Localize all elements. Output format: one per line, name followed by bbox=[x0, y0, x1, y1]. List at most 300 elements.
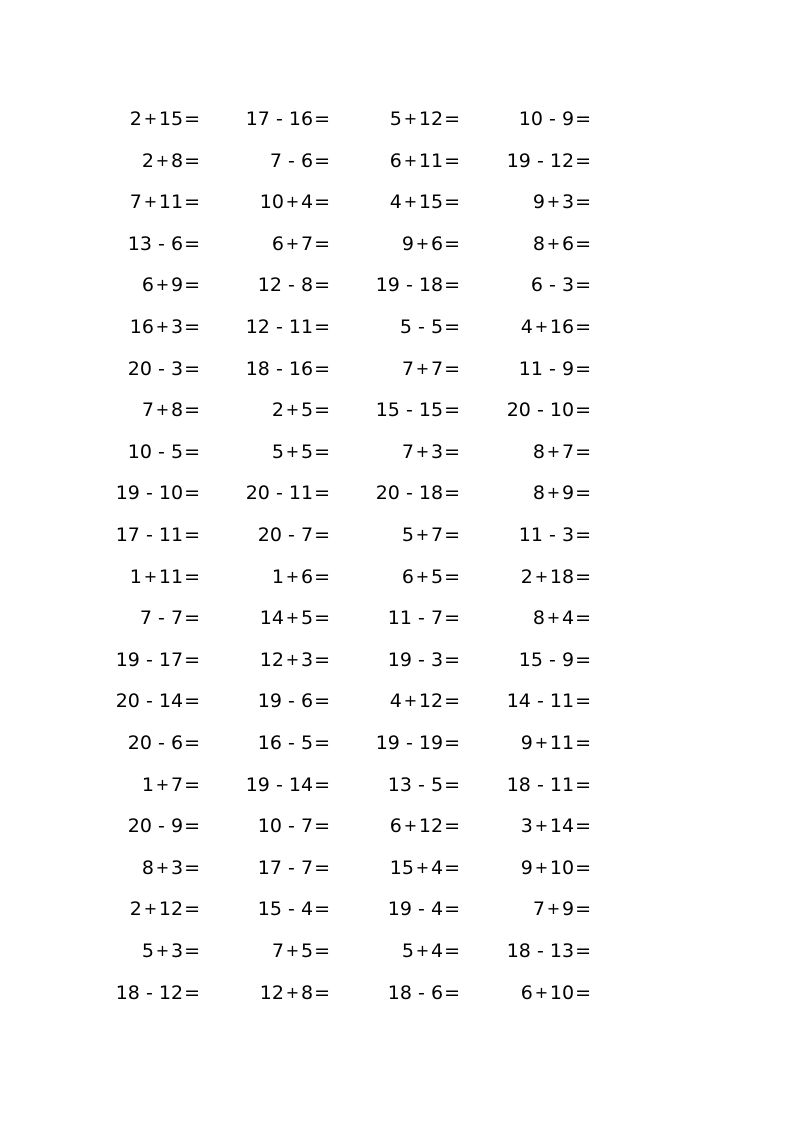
equals-sign: = bbox=[314, 274, 330, 297]
operand-a: 8 bbox=[532, 482, 545, 505]
plus-sign: + bbox=[546, 483, 561, 503]
operand-b: 3 bbox=[561, 191, 575, 214]
operand-b: 3 bbox=[430, 648, 444, 671]
problem-c3-r17 bbox=[388, 773, 460, 797]
plus-sign: + bbox=[546, 192, 561, 212]
minus-sign: - bbox=[418, 898, 425, 921]
equals-sign: = bbox=[314, 565, 330, 588]
problem-c2-r11 bbox=[258, 523, 330, 547]
operand-b: 11 bbox=[549, 690, 575, 713]
operand-b: 7 bbox=[430, 524, 444, 546]
operand-a: 2 bbox=[129, 898, 142, 921]
equals-sign: = bbox=[314, 815, 330, 838]
operand-a: 9 bbox=[401, 232, 414, 255]
operand-b: 14 bbox=[288, 773, 314, 796]
operand-b: 6 bbox=[300, 565, 314, 588]
plus-sign: + bbox=[155, 150, 170, 170]
operand-a: 20 bbox=[506, 399, 531, 422]
minus-sign: - bbox=[288, 815, 295, 838]
plus-sign: + bbox=[415, 525, 430, 544]
operand-b: 15 bbox=[418, 399, 444, 422]
problem-c3-r9 bbox=[402, 440, 460, 464]
problem-c2-r18 bbox=[258, 814, 330, 838]
problem-c4-r21 bbox=[507, 939, 591, 963]
operand-b: 3 bbox=[170, 940, 184, 962]
operand-a: 11 bbox=[518, 524, 543, 546]
operand-b: 7 bbox=[300, 815, 314, 838]
operand-b: 17 bbox=[158, 648, 184, 671]
equals-sign: = bbox=[444, 940, 460, 962]
minus-sign: - bbox=[288, 732, 295, 754]
equals-sign: = bbox=[575, 440, 591, 463]
equals-sign: = bbox=[575, 773, 591, 796]
plus-sign: + bbox=[534, 733, 549, 752]
operand-a: 20 bbox=[127, 732, 152, 754]
operand-a: 20 bbox=[375, 482, 400, 505]
operand-a: 5 bbox=[389, 108, 402, 130]
plus-sign: + bbox=[143, 192, 158, 212]
operand-b: 7 bbox=[430, 357, 444, 380]
minus-sign: - bbox=[405, 274, 413, 297]
plus-sign: + bbox=[155, 275, 170, 295]
plus-sign: + bbox=[155, 774, 170, 794]
operand-b: 18 bbox=[418, 274, 444, 297]
plus-sign: + bbox=[285, 941, 300, 960]
operand-b: 5 bbox=[300, 940, 314, 962]
plus-sign: + bbox=[415, 566, 430, 586]
operand-a: 12 bbox=[259, 648, 284, 671]
problem-c1-r22 bbox=[116, 981, 200, 1005]
problem-c2-r12 bbox=[272, 565, 330, 589]
problem-c3-r11 bbox=[402, 523, 460, 547]
operand-a: 6 bbox=[530, 274, 543, 297]
problem-c3-r2 bbox=[390, 149, 460, 173]
problem-c3-r14 bbox=[388, 648, 460, 672]
equals-sign: = bbox=[575, 940, 591, 962]
equals-sign: = bbox=[444, 316, 460, 338]
operand-a: 13 bbox=[387, 773, 412, 796]
problem-c1-r14 bbox=[116, 648, 200, 672]
problem-c4-r15 bbox=[507, 689, 591, 713]
problem-c1-r9 bbox=[128, 440, 200, 464]
operand-a: 7 bbox=[271, 940, 284, 962]
operand-b: 7 bbox=[170, 607, 184, 630]
minus-sign: - bbox=[405, 399, 413, 422]
problem-c3-r10 bbox=[376, 481, 460, 505]
equals-sign: = bbox=[314, 607, 330, 630]
minus-sign: - bbox=[158, 440, 165, 463]
equals-sign: = bbox=[314, 232, 330, 255]
minus-sign: - bbox=[288, 856, 295, 879]
operand-b: 10 bbox=[549, 981, 575, 1004]
plus-sign: + bbox=[415, 857, 430, 877]
equals-sign: = bbox=[575, 108, 591, 130]
operand-b: 19 bbox=[418, 732, 444, 754]
equals-sign: = bbox=[444, 399, 460, 422]
problem-c4-r20 bbox=[533, 897, 591, 921]
equals-sign: = bbox=[314, 316, 330, 338]
equals-sign: = bbox=[184, 690, 200, 713]
equals-sign: = bbox=[184, 648, 200, 671]
operand-a: 10 bbox=[259, 191, 284, 214]
operand-b: 18 bbox=[549, 565, 575, 588]
operand-a: 1 bbox=[129, 565, 142, 588]
equals-sign: = bbox=[314, 898, 330, 921]
equals-sign: = bbox=[184, 399, 200, 422]
minus-sign: - bbox=[288, 898, 295, 921]
problem-c4-r5 bbox=[531, 273, 591, 297]
equals-sign: = bbox=[184, 773, 200, 796]
plus-sign: + bbox=[285, 192, 300, 212]
operand-a: 11 bbox=[518, 357, 543, 380]
equals-sign: = bbox=[184, 232, 200, 255]
equals-sign: = bbox=[184, 108, 200, 130]
operand-b: 11 bbox=[288, 482, 314, 505]
problem-c1-r12 bbox=[130, 565, 200, 589]
plus-sign: + bbox=[415, 358, 430, 378]
equals-sign: = bbox=[575, 149, 591, 172]
equals-sign: = bbox=[575, 607, 591, 630]
equals-sign: = bbox=[444, 565, 460, 588]
problem-c1-r5 bbox=[142, 273, 200, 297]
operand-a: 15 bbox=[257, 898, 282, 921]
problem-c3-r12 bbox=[402, 565, 460, 589]
operand-a: 19 bbox=[506, 149, 531, 172]
problem-c2-r10 bbox=[246, 481, 330, 505]
problem-c3-r5 bbox=[376, 273, 460, 297]
operand-a: 19 bbox=[375, 274, 400, 297]
minus-sign: - bbox=[275, 773, 283, 796]
operand-b: 15 bbox=[158, 108, 184, 130]
problem-c3-r15 bbox=[390, 689, 460, 713]
equals-sign: = bbox=[184, 357, 200, 380]
operand-b: 4 bbox=[300, 191, 314, 214]
equals-sign: = bbox=[444, 357, 460, 380]
minus-sign: - bbox=[145, 524, 153, 546]
minus-sign: - bbox=[536, 940, 544, 962]
equals-sign: = bbox=[184, 191, 200, 214]
problem-c2-r9 bbox=[272, 440, 330, 464]
operand-b: 9 bbox=[170, 274, 184, 297]
equals-sign: = bbox=[444, 898, 460, 921]
minus-sign: - bbox=[158, 232, 165, 255]
problem-c4-r14 bbox=[519, 648, 591, 672]
operand-b: 8 bbox=[170, 149, 184, 172]
equals-sign: = bbox=[314, 357, 330, 380]
plus-sign: + bbox=[534, 317, 549, 336]
problem-c2-r21 bbox=[272, 939, 330, 963]
operand-a: 8 bbox=[532, 232, 545, 255]
problem-c3-r7 bbox=[402, 357, 460, 381]
equals-sign: = bbox=[444, 981, 460, 1004]
problem-c4-r17 bbox=[507, 773, 591, 797]
operand-b: 7 bbox=[561, 440, 575, 463]
problem-c3-r1 bbox=[390, 107, 460, 131]
operand-b: 12 bbox=[418, 108, 444, 130]
operand-b: 8 bbox=[300, 981, 314, 1004]
minus-sign: - bbox=[145, 482, 153, 505]
plus-sign: + bbox=[155, 857, 170, 877]
operand-a: 1 bbox=[141, 773, 154, 796]
problem-c1-r13 bbox=[140, 606, 200, 630]
minus-sign: - bbox=[418, 607, 425, 630]
operand-a: 3 bbox=[520, 815, 533, 838]
problem-c2-r8 bbox=[272, 398, 330, 422]
operand-b: 10 bbox=[158, 482, 184, 505]
equals-sign: = bbox=[444, 482, 460, 505]
problem-c3-r13 bbox=[388, 606, 460, 630]
plus-sign: + bbox=[403, 192, 418, 212]
operand-b: 4 bbox=[561, 607, 575, 630]
operand-b: 10 bbox=[549, 399, 575, 422]
plus-sign: + bbox=[546, 233, 561, 253]
operand-b: 16 bbox=[549, 316, 575, 338]
operand-a: 4 bbox=[389, 191, 402, 214]
problem-c1-r15 bbox=[116, 689, 200, 713]
minus-sign: - bbox=[158, 357, 165, 380]
problem-c4-r13 bbox=[533, 606, 591, 630]
problem-c1-r18 bbox=[128, 814, 200, 838]
problem-c2-r16 bbox=[258, 731, 330, 755]
problem-c4-r16 bbox=[521, 731, 591, 755]
operand-b: 8 bbox=[170, 399, 184, 422]
operand-b: 3 bbox=[170, 316, 184, 338]
operand-a: 6 bbox=[389, 149, 402, 172]
operand-b: 9 bbox=[561, 648, 575, 671]
operand-a: 2 bbox=[129, 108, 142, 130]
equals-sign: = bbox=[184, 316, 200, 338]
operand-a: 19 bbox=[115, 648, 140, 671]
plus-sign: + bbox=[285, 400, 300, 420]
operand-a: 6 bbox=[401, 565, 414, 588]
operand-a: 19 bbox=[387, 898, 412, 921]
problem-c4-r3 bbox=[533, 190, 591, 214]
operand-a: 15 bbox=[375, 399, 400, 422]
plus-sign: + bbox=[403, 816, 418, 836]
operand-a: 16 bbox=[129, 316, 154, 338]
operand-b: 6 bbox=[430, 232, 444, 255]
problem-c1-r8 bbox=[142, 398, 200, 422]
operand-a: 4 bbox=[389, 690, 402, 713]
problem-c2-r3 bbox=[260, 190, 330, 214]
equals-sign: = bbox=[575, 482, 591, 505]
minus-sign: - bbox=[405, 482, 413, 505]
equals-sign: = bbox=[184, 482, 200, 505]
problem-c1-r11 bbox=[116, 523, 200, 547]
operand-a: 17 bbox=[257, 856, 282, 879]
operand-a: 5 bbox=[399, 316, 412, 338]
problem-c2-r6 bbox=[246, 315, 330, 339]
equals-sign: = bbox=[444, 440, 460, 463]
problem-c3-r4 bbox=[402, 232, 460, 256]
problem-c4-r2 bbox=[507, 149, 591, 173]
problem-c3-r22 bbox=[388, 981, 460, 1005]
operand-b: 12 bbox=[158, 898, 184, 921]
operand-b: 9 bbox=[561, 482, 575, 505]
operand-a: 20 bbox=[115, 690, 140, 713]
problem-c1-r21 bbox=[142, 939, 200, 963]
minus-sign: - bbox=[418, 981, 425, 1004]
equals-sign: = bbox=[314, 191, 330, 214]
operand-b: 5 bbox=[170, 440, 184, 463]
problem-c4-r19 bbox=[521, 856, 591, 880]
problem-c2-r4 bbox=[272, 232, 330, 256]
operand-b: 4 bbox=[430, 898, 444, 921]
problem-c4-r9 bbox=[533, 440, 591, 464]
operand-b: 9 bbox=[561, 357, 575, 380]
plus-sign: + bbox=[546, 608, 561, 628]
equals-sign: = bbox=[184, 565, 200, 588]
operand-b: 6 bbox=[170, 732, 184, 754]
operand-b: 3 bbox=[561, 274, 575, 297]
equals-sign: = bbox=[575, 815, 591, 838]
operand-a: 4 bbox=[520, 316, 533, 338]
operand-b: 5 bbox=[300, 607, 314, 630]
equals-sign: = bbox=[184, 274, 200, 297]
operand-b: 3 bbox=[170, 856, 184, 879]
problem-c2-r7 bbox=[246, 357, 330, 381]
operand-a: 17 bbox=[115, 524, 140, 546]
operand-a: 5 bbox=[401, 524, 414, 546]
plus-sign: + bbox=[285, 608, 300, 628]
operand-a: 18 bbox=[387, 981, 412, 1004]
equals-sign: = bbox=[444, 524, 460, 546]
equals-sign: = bbox=[184, 607, 200, 630]
operand-a: 11 bbox=[387, 607, 412, 630]
operand-a: 14 bbox=[259, 607, 284, 630]
equals-sign: = bbox=[314, 524, 330, 546]
equals-sign: = bbox=[314, 399, 330, 422]
operand-a: 7 bbox=[139, 607, 152, 630]
operand-b: 7 bbox=[430, 607, 444, 630]
operand-a: 13 bbox=[127, 232, 152, 255]
equals-sign: = bbox=[314, 108, 330, 130]
minus-sign: - bbox=[288, 149, 295, 172]
operand-a: 19 bbox=[257, 690, 282, 713]
operand-b: 5 bbox=[300, 399, 314, 422]
operand-b: 11 bbox=[549, 732, 575, 754]
plus-sign: + bbox=[534, 816, 549, 836]
operand-a: 9 bbox=[520, 732, 533, 754]
operand-a: 18 bbox=[115, 981, 140, 1004]
operand-a: 7 bbox=[141, 399, 154, 422]
operand-b: 18 bbox=[418, 482, 444, 505]
equals-sign: = bbox=[444, 191, 460, 214]
equals-sign: = bbox=[184, 856, 200, 879]
equals-sign: = bbox=[575, 399, 591, 422]
operand-a: 12 bbox=[259, 981, 284, 1004]
operand-b: 6 bbox=[561, 232, 575, 255]
problem-c4-r1 bbox=[519, 107, 591, 131]
minus-sign: - bbox=[288, 274, 295, 297]
equals-sign: = bbox=[575, 981, 591, 1004]
operand-a: 18 bbox=[245, 357, 270, 380]
operand-a: 20 bbox=[257, 524, 282, 546]
problem-c1-r4 bbox=[128, 232, 200, 256]
problem-c2-r17 bbox=[246, 773, 330, 797]
problem-c3-r18 bbox=[390, 814, 460, 838]
operand-b: 16 bbox=[288, 357, 314, 380]
operand-a: 9 bbox=[520, 856, 533, 879]
equals-sign: = bbox=[575, 898, 591, 921]
operand-b: 4 bbox=[430, 856, 444, 879]
operand-a: 10 bbox=[518, 108, 543, 130]
operand-b: 5 bbox=[300, 732, 314, 754]
equals-sign: = bbox=[314, 940, 330, 962]
plus-sign: + bbox=[155, 941, 170, 960]
operand-b: 6 bbox=[300, 149, 314, 172]
minus-sign: - bbox=[145, 981, 153, 1004]
operand-a: 18 bbox=[506, 773, 531, 796]
equals-sign: = bbox=[575, 648, 591, 671]
operand-b: 3 bbox=[170, 357, 184, 380]
operand-a: 7 bbox=[532, 898, 545, 921]
operand-b: 12 bbox=[549, 149, 575, 172]
equals-sign: = bbox=[575, 565, 591, 588]
minus-sign: - bbox=[549, 274, 556, 297]
plus-sign: + bbox=[546, 899, 561, 919]
equals-sign: = bbox=[444, 690, 460, 713]
plus-sign: + bbox=[143, 566, 158, 586]
operand-a: 20 bbox=[245, 482, 270, 505]
minus-sign: - bbox=[405, 732, 413, 754]
operand-b: 16 bbox=[288, 108, 314, 130]
operand-a: 2 bbox=[520, 565, 533, 588]
problem-c3-r21 bbox=[402, 939, 460, 963]
operand-b: 12 bbox=[418, 690, 444, 713]
equals-sign: = bbox=[444, 607, 460, 630]
operand-a: 8 bbox=[141, 856, 154, 879]
minus-sign: - bbox=[549, 357, 556, 380]
operand-b: 12 bbox=[158, 981, 184, 1004]
operand-a: 19 bbox=[375, 732, 400, 754]
equals-sign: = bbox=[444, 108, 460, 130]
problem-c1-r19 bbox=[142, 856, 200, 880]
plus-sign: + bbox=[415, 941, 430, 960]
equals-sign: = bbox=[444, 232, 460, 255]
operand-a: 18 bbox=[506, 940, 531, 962]
problem-c4-r18 bbox=[521, 814, 591, 838]
operand-b: 11 bbox=[288, 316, 314, 338]
operand-a: 7 bbox=[269, 149, 282, 172]
operand-b: 3 bbox=[300, 648, 314, 671]
operand-b: 13 bbox=[549, 940, 575, 962]
problem-c1-r1 bbox=[130, 107, 200, 131]
plus-sign: + bbox=[403, 691, 418, 711]
operand-a: 2 bbox=[271, 399, 284, 422]
operand-a: 15 bbox=[518, 648, 543, 671]
minus-sign: - bbox=[549, 648, 556, 671]
operand-a: 12 bbox=[257, 274, 282, 297]
operand-a: 5 bbox=[401, 940, 414, 962]
plus-sign: + bbox=[403, 150, 418, 170]
problem-c1-r20 bbox=[130, 897, 200, 921]
equals-sign: = bbox=[184, 440, 200, 463]
problem-c3-r6 bbox=[400, 315, 460, 339]
operand-b: 9 bbox=[170, 815, 184, 838]
problem-c2-r20 bbox=[258, 897, 330, 921]
problem-c4-r8 bbox=[507, 398, 591, 422]
problem-c1-r10 bbox=[116, 481, 200, 505]
minus-sign: - bbox=[536, 399, 544, 422]
plus-sign: + bbox=[415, 233, 430, 253]
operand-a: 16 bbox=[257, 732, 282, 754]
operand-a: 5 bbox=[271, 440, 284, 463]
minus-sign: - bbox=[158, 607, 165, 630]
equals-sign: = bbox=[444, 732, 460, 754]
plus-sign: + bbox=[285, 441, 300, 461]
operand-a: 8 bbox=[532, 607, 545, 630]
